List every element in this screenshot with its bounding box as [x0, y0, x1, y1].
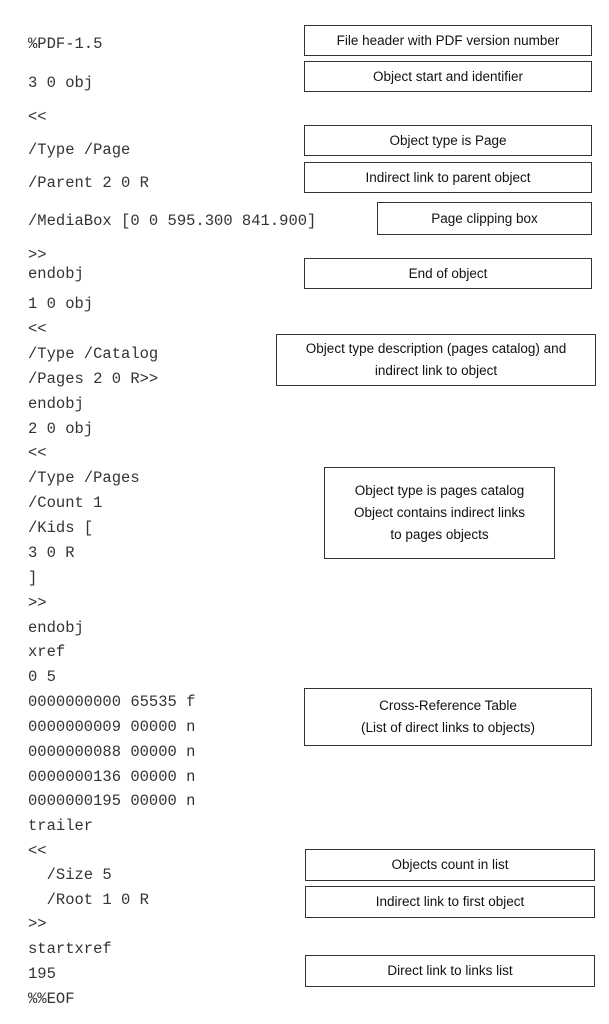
code-line-xref-range: 0 5 [28, 668, 56, 686]
annotation-text: File header with PDF version number [336, 32, 560, 48]
annotation-text-line: indirect link to object [374, 363, 498, 378]
annotation-text: Object type is Page [389, 132, 507, 148]
annotation-object-type-page [304, 125, 592, 156]
annotation-xref-table [304, 688, 592, 746]
code-line-xref: xref [28, 643, 66, 661]
code-line-mediabox: /MediaBox [0 0 595.300 841.900] [28, 212, 317, 230]
annotation-text-line: Object type description (pages catalog) and [305, 341, 567, 356]
code-line-dict-open: << [28, 842, 47, 860]
annotation-file-header [304, 25, 592, 56]
annotation-text: Indirect link to first object [375, 894, 525, 909]
code-line-xref-entry: 0000000136 00000 n [28, 768, 196, 786]
code-line-xref-offset: 195 [28, 965, 56, 983]
code-line-endobj: endobj [28, 619, 84, 637]
code-line-xref-entry: 0000000088 00000 n [28, 743, 196, 761]
code-line-obj1-start: 1 0 obj [28, 295, 94, 313]
code-line-endobj: endobj [28, 265, 84, 283]
annotation-text-line: (List of direct links to objects) [360, 720, 536, 735]
annotation-pages-catalog [324, 467, 555, 559]
annotation-page-clipping [377, 202, 592, 235]
code-line-dict-open: << [28, 320, 47, 338]
code-line-xref-entry: 0000000009 00000 n [28, 718, 196, 736]
code-line-type-page: /Type /Page [28, 141, 131, 159]
annotation-text: Page clipping box [431, 210, 538, 226]
annotation-text: End of object [408, 265, 488, 281]
code-line-pdf-header: %PDF-1.5 [28, 35, 103, 53]
annotation-objects-count [305, 849, 595, 881]
code-line-dict-open: << [28, 444, 47, 462]
code-line-root: /Root 1 0 R [28, 891, 149, 909]
code-line-size: /Size 5 [28, 866, 112, 884]
code-line-type-catalog: /Type /Catalog [28, 345, 159, 363]
code-line-kids-open: /Kids [ [28, 519, 94, 537]
code-line-trailer: trailer [28, 817, 94, 835]
code-line-dict-close: >> [28, 594, 47, 612]
annotation-text: Direct link to links list [387, 963, 513, 978]
code-line-count: /Count 1 [28, 494, 103, 512]
code-line-dict-close: >> [28, 915, 47, 933]
annotation-text-line: Object contains indirect links [353, 505, 526, 520]
code-line-startxref: startxref [28, 940, 112, 958]
annotation-parent-link [304, 162, 592, 193]
code-line-type-pages: /Type /Pages [28, 469, 140, 487]
code-line-pages-ref: /Pages 2 0 R>> [28, 370, 159, 388]
code-line-obj2-start: 2 0 obj [28, 420, 94, 438]
code-line-xref-entry: 0000000195 00000 n [28, 792, 196, 810]
code-line-endobj: endobj [28, 395, 84, 413]
code-line-dict-close: >> [28, 246, 47, 264]
annotation-links-list [305, 955, 595, 987]
annotation-text-line: Object type is pages catalog [354, 483, 525, 498]
annotation-text: Indirect link to parent object [365, 169, 531, 185]
code-line-xref-entry: 0000000000 65535 f [28, 693, 196, 711]
annotation-text-line: to pages objects [390, 527, 489, 542]
annotation-end-of-object [304, 258, 592, 289]
annotation-text-line: Cross-Reference Table [379, 698, 517, 713]
annotation-text: Object start and identifier [372, 68, 524, 84]
annotation-catalog-desc [276, 334, 596, 386]
code-line-obj3-start: 3 0 obj [28, 74, 94, 92]
code-line-parent: /Parent 2 0 R [28, 174, 149, 192]
annotation-object-start [304, 61, 592, 92]
code-line-dict-open: << [28, 108, 47, 126]
annotation-text: Objects count in list [391, 857, 509, 872]
code-line-eof: %%EOF [28, 990, 75, 1008]
code-line-kids-close: ] [28, 569, 38, 587]
annotation-first-object-link [305, 886, 595, 918]
code-line-kid-ref: 3 0 R [28, 544, 75, 562]
